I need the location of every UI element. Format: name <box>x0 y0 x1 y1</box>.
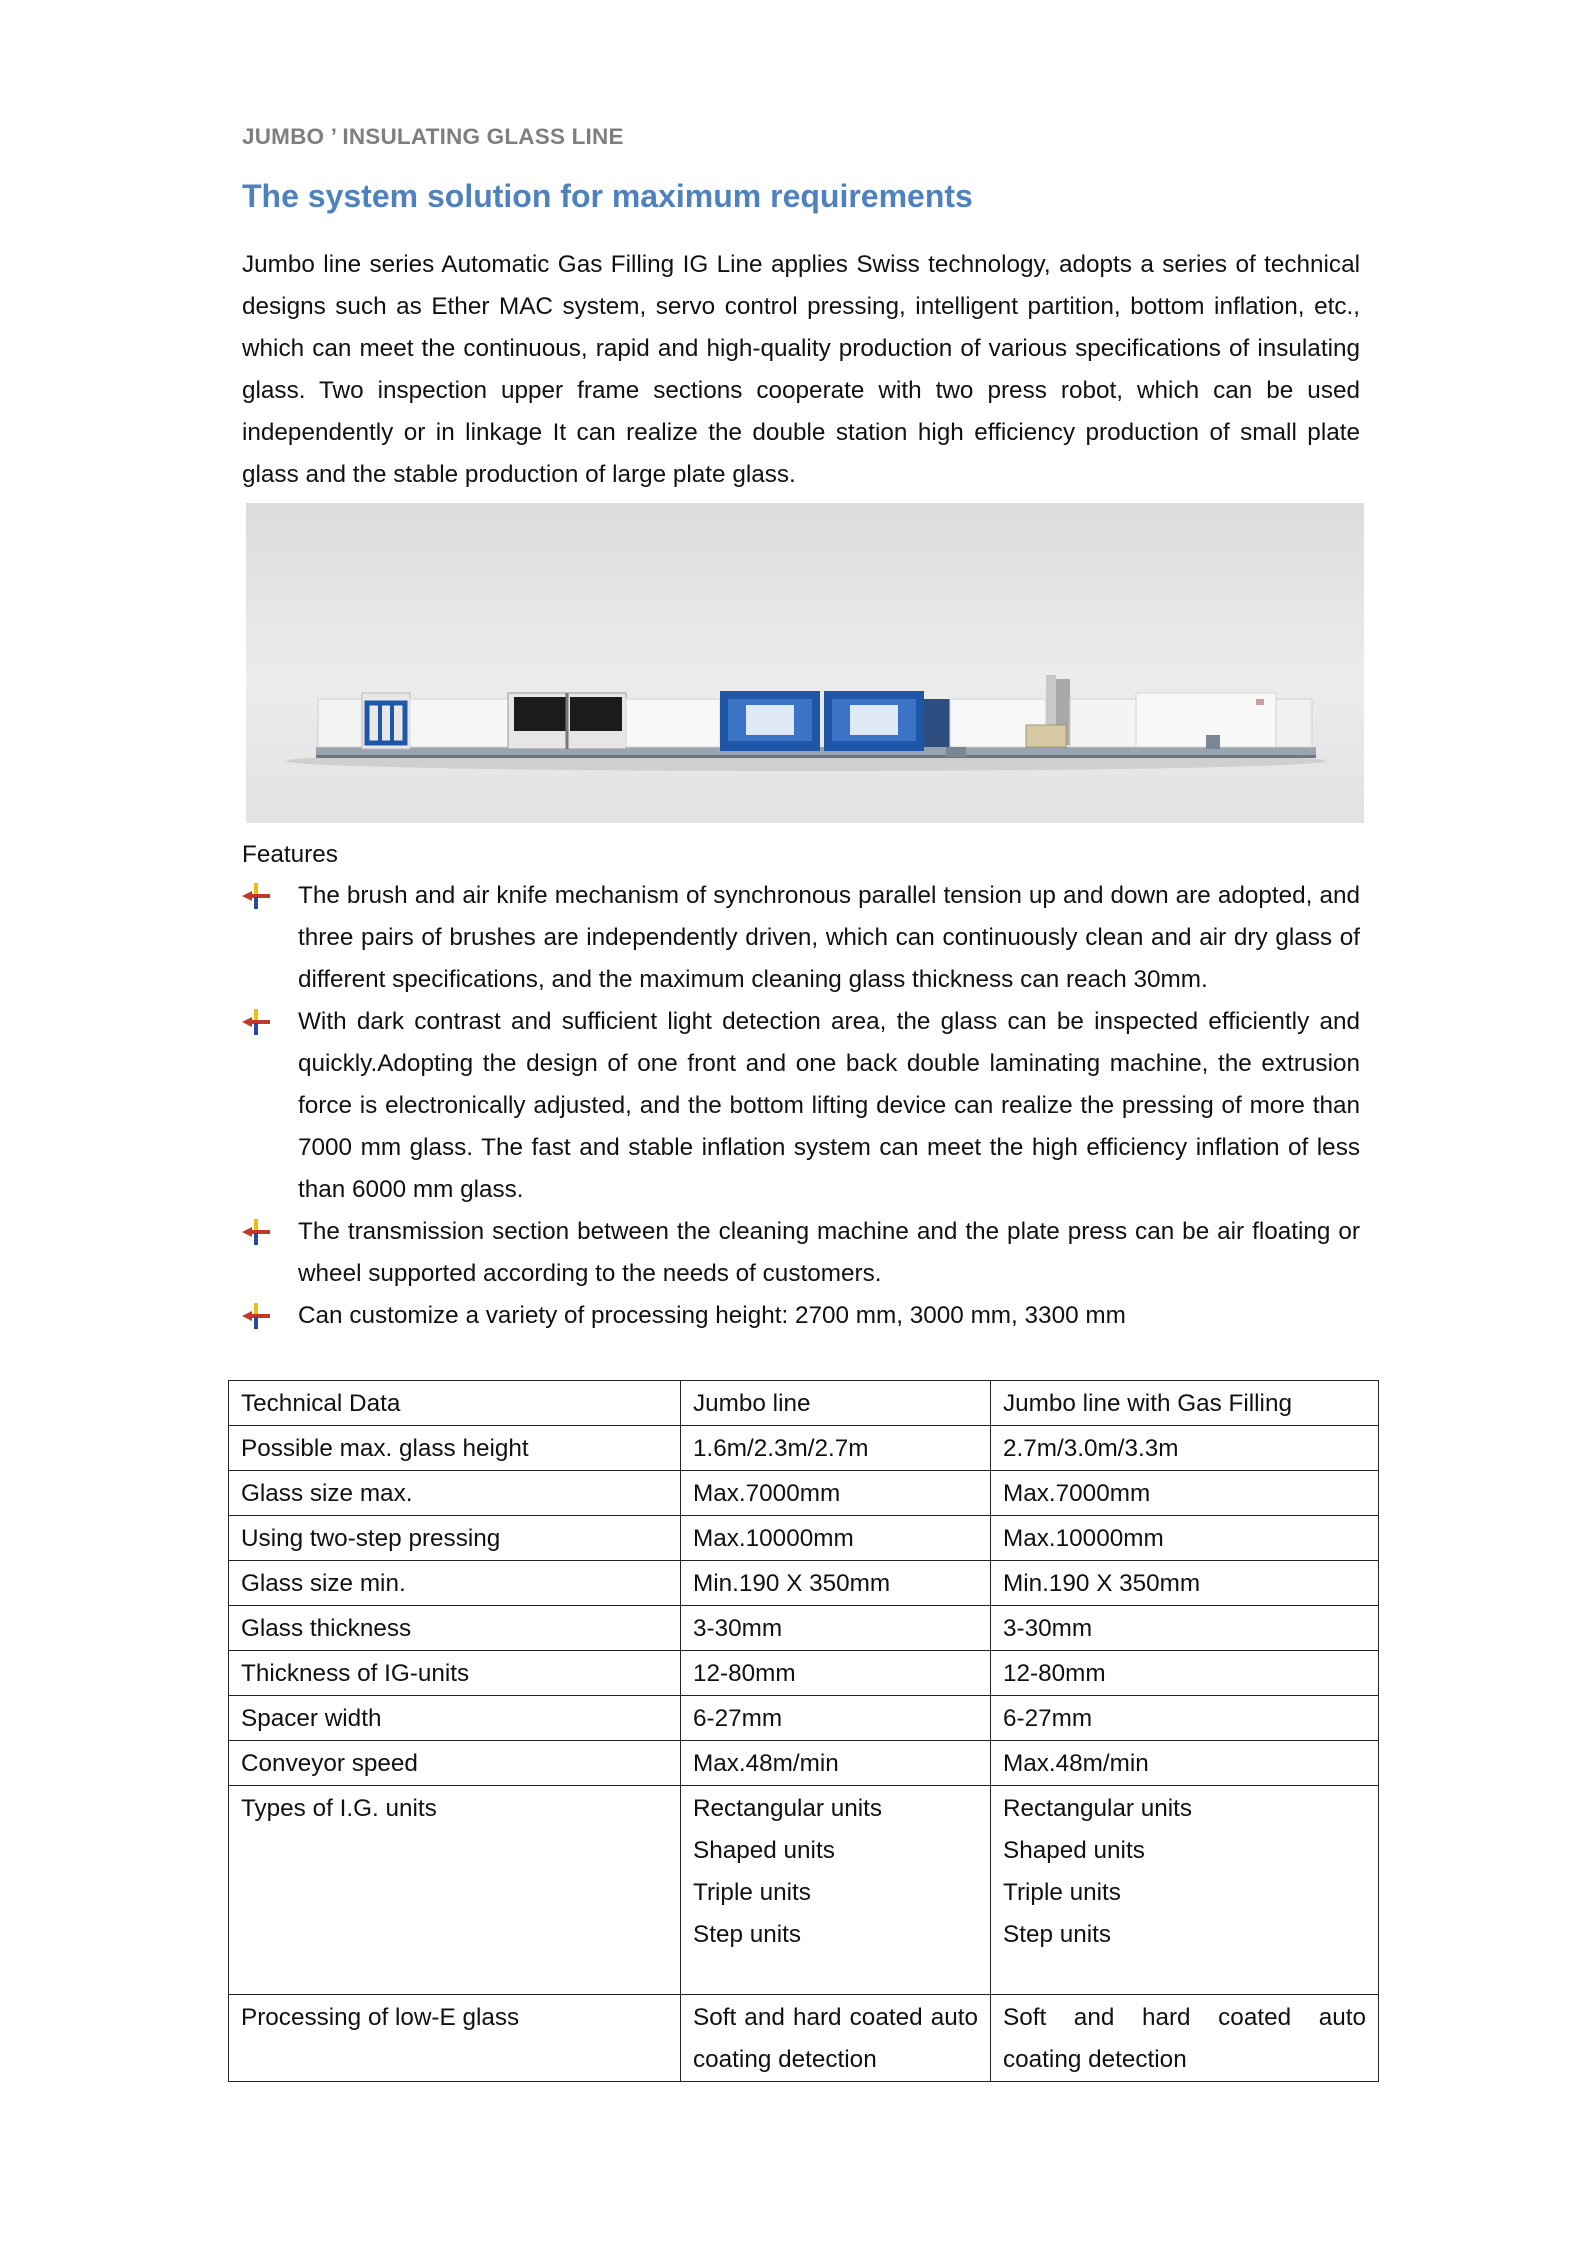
unit-type: Rectangular units <box>693 1795 883 1822</box>
table-row <box>229 1471 1379 1516</box>
table-cell: Glass size max. <box>229 1471 681 1516</box>
feature-text: The brush and air knife mechanism of synchronous parallel tension up and down are adopted, and three pairs of brushes are independently driven, which can continuously clean and air dry glass of different specifications, and the maximum cleaning glass thickness can reach 30mm. <box>298 882 1360 993</box>
table-cell-unit-types <box>991 1786 1379 1995</box>
table-row <box>229 1516 1379 1561</box>
table-row <box>229 1561 1379 1606</box>
table-cell: 12-80mm <box>681 1651 991 1696</box>
table-row <box>229 1696 1379 1741</box>
table-cell: Soft and hard coated auto coating detection <box>681 1995 991 2082</box>
feature-item <box>242 1211 1360 1295</box>
unit-type: Triple units <box>1003 1879 1121 1906</box>
feature-text: The transmission section between the cleaning machine and the plate press can be air floating or wheel supported according to the needs of customers. <box>298 1218 1360 1287</box>
table-cell: Using two-step pressing <box>229 1516 681 1561</box>
table-row <box>229 1651 1379 1696</box>
table-cell: 6-27mm <box>681 1696 991 1741</box>
table-cell: 3-30mm <box>681 1606 991 1651</box>
technical-data-table <box>228 1380 1379 2082</box>
table-row-unit-types <box>229 1786 1379 1995</box>
table-header-cell: Jumbo line with Gas Filling <box>991 1381 1379 1426</box>
table-cell: Spacer width <box>229 1696 681 1741</box>
table-cell-unit-types <box>681 1786 991 1995</box>
feature-text: Can customize a variety of processing height: 2700 mm, 3000 mm, 3300 mm <box>298 1302 1126 1329</box>
table-row <box>229 1606 1379 1651</box>
table-cell: Max.7000mm <box>681 1471 991 1516</box>
table-cell: Glass thickness <box>229 1606 681 1651</box>
arrow-bullet-icon <box>242 1008 270 1036</box>
table-cell: Max.48m/min <box>991 1741 1379 1786</box>
unit-type: Shaped units <box>693 1837 835 1864</box>
arrow-bullet-icon <box>242 882 270 910</box>
table-cell: Glass size min. <box>229 1561 681 1606</box>
table-row <box>229 1426 1379 1471</box>
table-cell: Min.190 X 350mm <box>991 1561 1379 1606</box>
table-cell: Max.10000mm <box>991 1516 1379 1561</box>
table-cell: 6-27mm <box>991 1696 1379 1741</box>
feature-item <box>242 875 1360 1001</box>
table-cell: 12-80mm <box>991 1651 1379 1696</box>
table-header-cell: Jumbo line <box>681 1381 991 1426</box>
unit-type: Shaped units <box>1003 1837 1145 1864</box>
unit-type: Step units <box>693 1921 802 1948</box>
table-cell: Max.10000mm <box>681 1516 991 1561</box>
feature-item <box>242 1295 1360 1337</box>
arrow-bullet-icon <box>242 1218 270 1246</box>
table-header-cell: Technical Data <box>229 1381 681 1426</box>
feature-item <box>242 1001 1360 1211</box>
insulating-glass-line-illustration <box>246 503 1364 823</box>
table-cell: 2.7m/3.0m/3.3m <box>991 1426 1379 1471</box>
document-header: JUMBO ’ INSULATING GLASS LINE <box>242 124 624 149</box>
table-cell: 3-30mm <box>991 1606 1379 1651</box>
table-cell: 1.6m/2.3m/2.7m <box>681 1426 991 1471</box>
intro-paragraph: Jumbo line series Automatic Gas Filling IG Line applies Swiss technology, adopts a series of technical designs such as Ether MAC system, servo control pressing, intelligent partition, bottom inflation, etc., which can meet the continuous, rapid and high-quality production of various specifications of insulating glass. Two inspection upper frame sections cooperate with two press robot, which can be used independently or in linkage It can realize the double station high efficiency production of small plate glass and the stable production of large plate glass. <box>242 251 1360 488</box>
table-cell: Types of I.G. units <box>229 1786 681 1995</box>
arrow-bullet-icon <box>242 1302 270 1330</box>
production-line-image <box>246 503 1364 823</box>
table-cell: Min.190 X 350mm <box>681 1561 991 1606</box>
features-list <box>242 875 1360 1337</box>
table-cell: Max.7000mm <box>991 1471 1379 1516</box>
table-cell: Max.48m/min <box>681 1741 991 1786</box>
table-row <box>229 1741 1379 1786</box>
unit-type: Step units <box>1003 1921 1112 1948</box>
table-cell: Possible max. glass height <box>229 1426 681 1471</box>
table-cell: Processing of low-E glass <box>229 1995 681 2082</box>
features-label: Features <box>242 841 338 868</box>
table-header-row <box>229 1381 1379 1426</box>
table-cell: Thickness of IG-units <box>229 1651 681 1696</box>
document-title: The system solution for maximum requirements <box>242 178 973 214</box>
unit-type: Rectangular units <box>1003 1795 1193 1822</box>
unit-type: Triple units <box>693 1879 811 1906</box>
table-cell: Soft and hard coated auto coating detection <box>991 1995 1379 2082</box>
table-cell: Conveyor speed <box>229 1741 681 1786</box>
feature-text: With dark contrast and sufficient light detection area, the glass can be inspected efficiently and quickly.Adopting the design of one front and one back double laminating machine, the extrusion force is electronically adjusted, and the bottom lifting device can realize the pressing of more than 7000 mm glass. The fast and stable inflation system can meet the high efficiency inflation of less than 6000 mm glass. <box>298 1008 1360 1203</box>
table-row-low-e <box>229 1995 1379 2082</box>
